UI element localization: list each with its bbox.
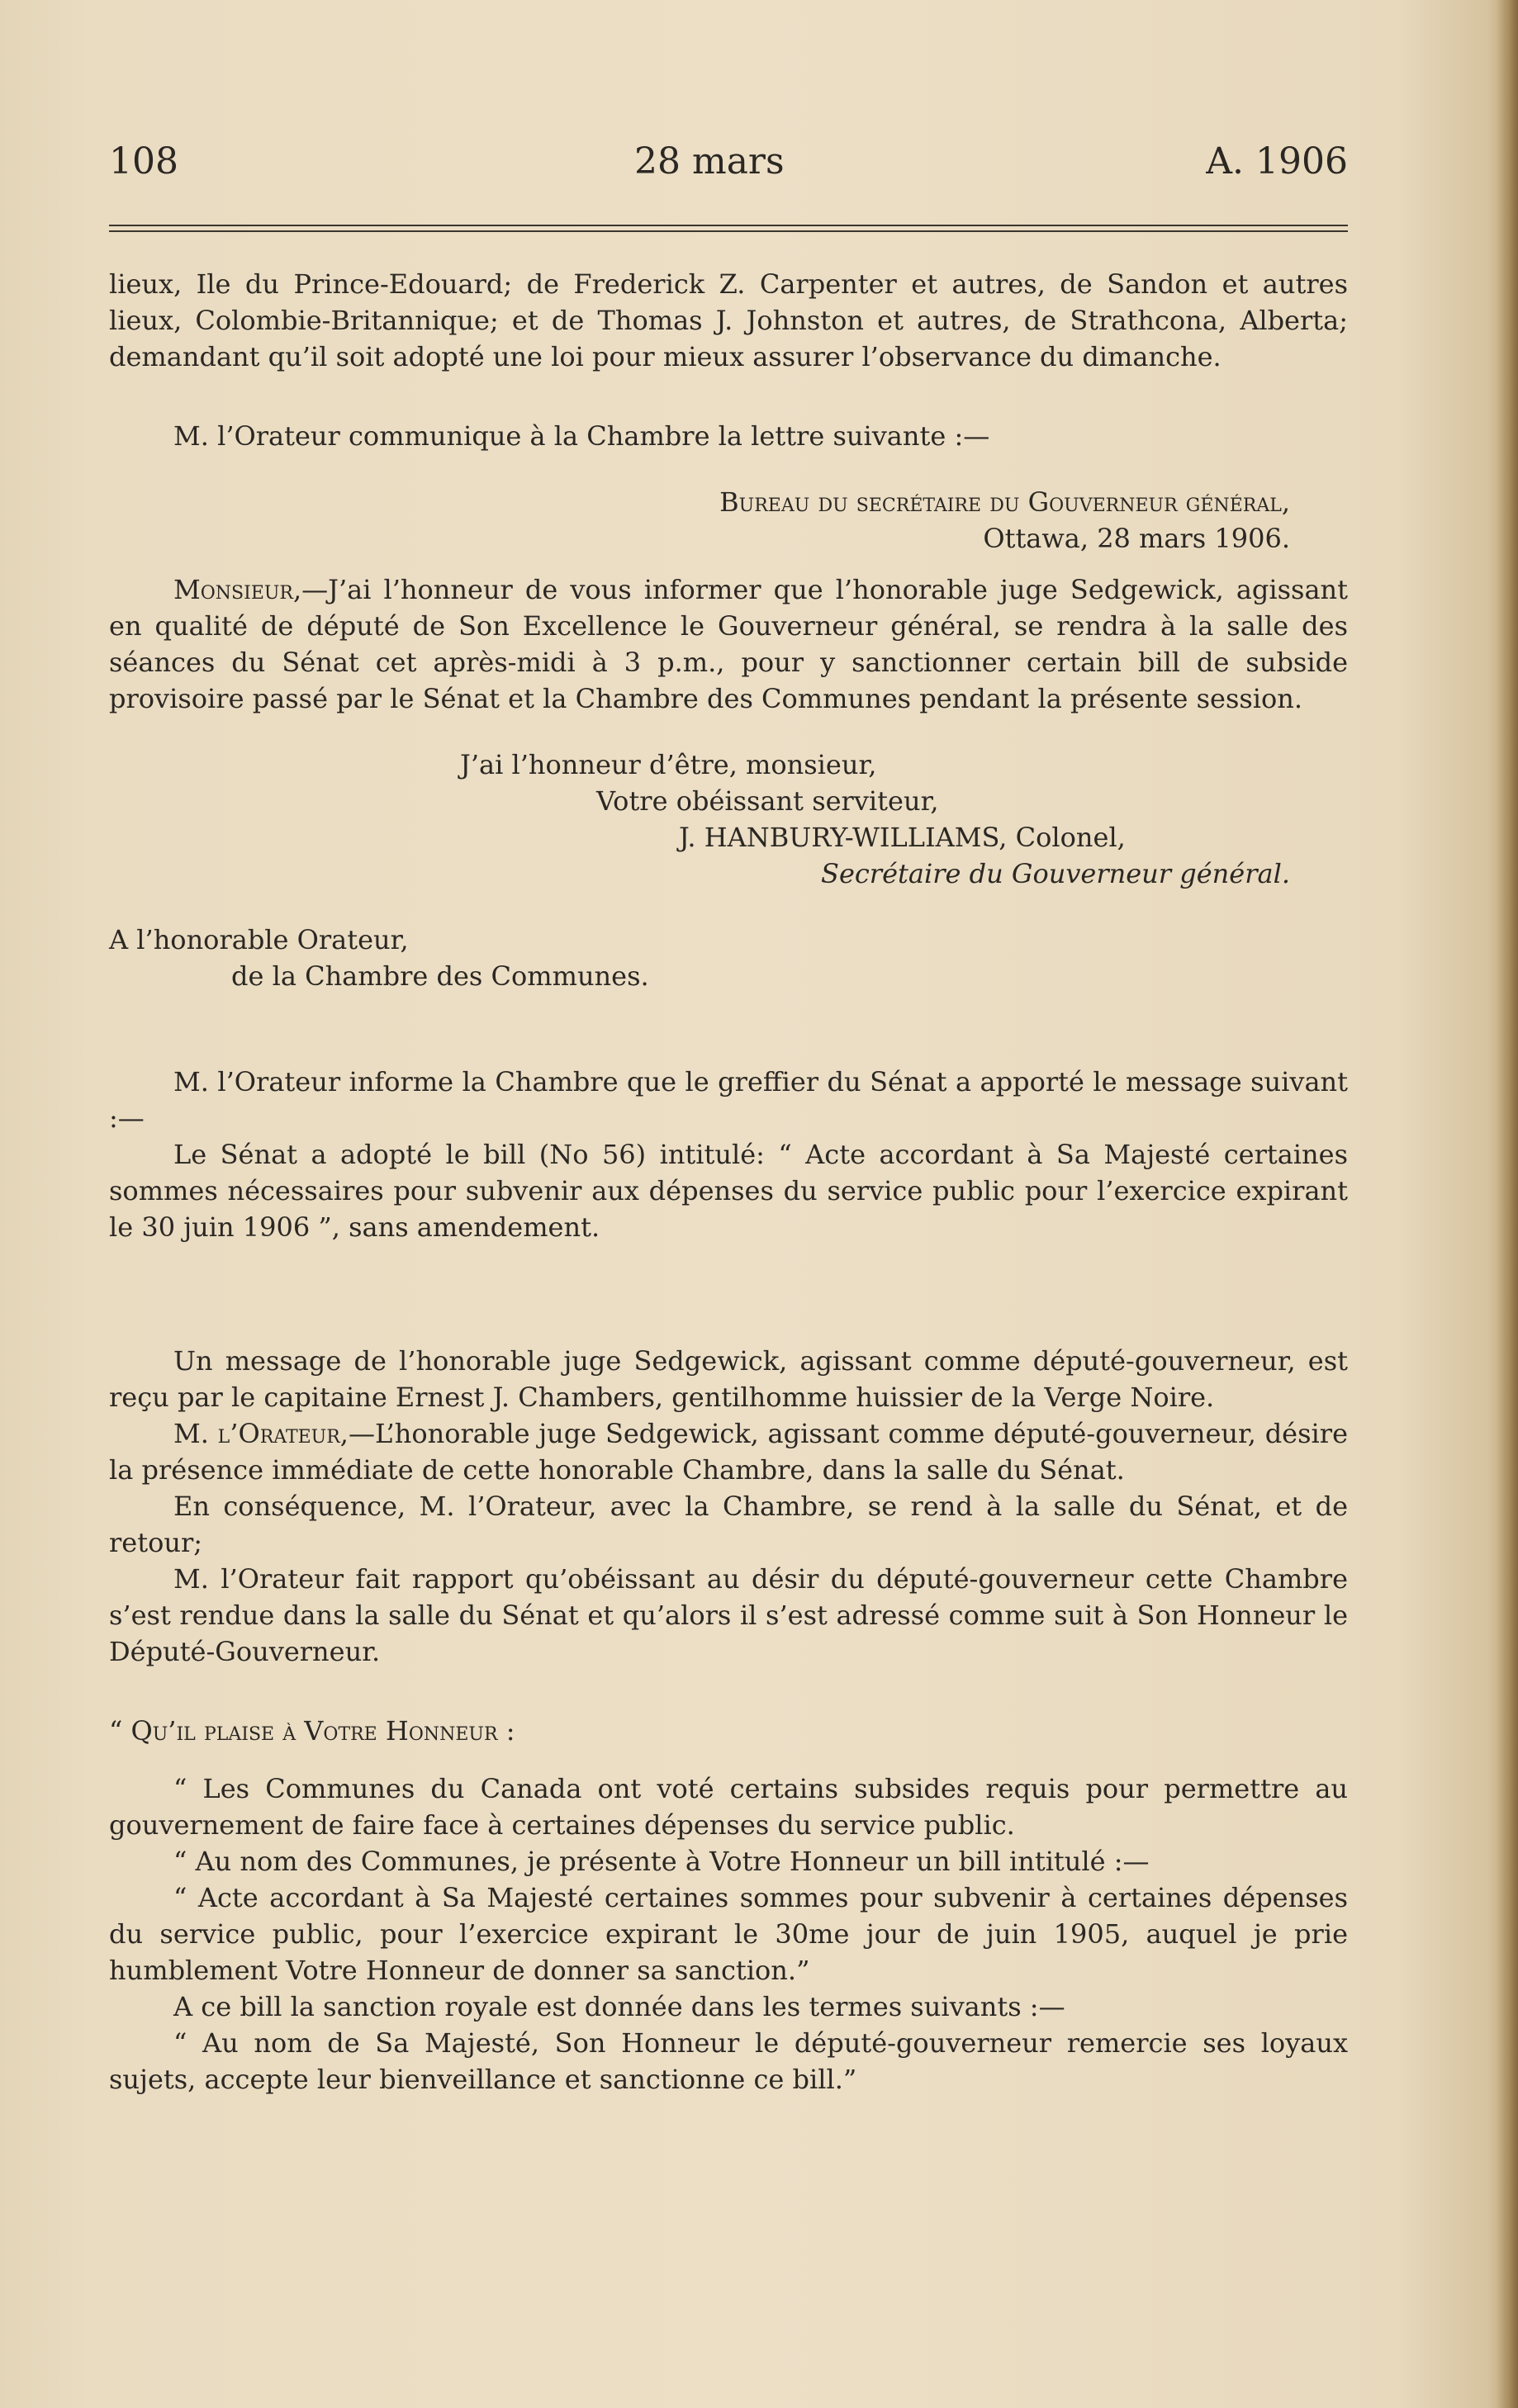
letter-signature-title: Secrétaire du Gouverneur général.	[821, 858, 1290, 889]
text-block	[109, 266, 1348, 2098]
address-heading: “ Qu’il plaise à Votre Honneur :	[109, 1715, 515, 1747]
paragraph-report: M. l’Orateur fait rapport qu’obéissant au désir du député-gouverneur cette Chambre s’est rendue dans la salle du Sénat et qu’alors il s’est adressé comme suit à Son Honneur le Député-Gouverneur.	[109, 1563, 1348, 1667]
letter-address-2: de la Chambre des Communes.	[231, 960, 649, 992]
quote-paragraph-1: “ Les Communes du Canada ont voté certains subsides requis pour permettre au gouvernement de faire face à certaines dépenses du service public.	[109, 1773, 1348, 1841]
letter-place-date: Ottawa, 28 mars 1906.	[983, 523, 1290, 554]
page-number: 108	[109, 140, 178, 182]
letter-salutation: Monsieur,	[173, 574, 302, 605]
quote-paragraph-3: “ Acte accordant à Sa Majesté certaines sommes pour subvenir à certaines dépenses du service public, pour l’exercice expirant le 30me jour de juin 1905, auquel je prie humblement Votre Honneur de donner sa sanction.”	[109, 1882, 1348, 1986]
header-rule	[109, 225, 1348, 236]
paragraph-assent-words: “ Au nom de Sa Majesté, Son Honneur le député-gouverneur remercie ses loyaux sujets, accepte leur bienveillance et sanctionne ce bill.”	[109, 2027, 1348, 2095]
letter-address-1: A l’honorable Orateur,	[109, 924, 409, 955]
header-date: 28 mars	[634, 140, 785, 182]
speaker-label: M. l’Orateur,	[173, 1418, 349, 1449]
paragraph-senate-message-intro: M. l’Orateur informe la Chambre que le greffier du Sénat a apporté le message suivant :—	[109, 1066, 1348, 1134]
letter-closing-2: Votre obéissant serviteur,	[596, 785, 939, 817]
paragraph-speaker-communicates: M. l’Orateur communique à la Chambre la lettre suivante :—	[173, 420, 990, 452]
header-year: A. 1906	[1206, 140, 1348, 182]
paragraph-assent-intro: A ce bill la sanction royale est donnée dans les termes suivants :—	[173, 1991, 1065, 2022]
paragraph-consequence: En conséquence, M. l’Orateur, avec la Chambre, se rend à la salle du Sénat, et de retour;	[109, 1491, 1348, 1558]
letter-body: Monsieur,—J’ai l’honneur de vous informer que l’honorable juge Sedgewick, agissant en qualité de député de Son Excellence le Gouverneur général, se rendra à la salle des séances du Sénat cet après-midi à 3 p.m., pour y sanctionner certain bill de subside provisoire passé par le Sénat et la Chambre des Communes pendant la présente session.	[109, 574, 1348, 714]
running-header	[109, 140, 1348, 190]
page-edge-shadow	[1497, 0, 1518, 2408]
paragraph-senate-message-body: Le Sénat a adopté le bill (No 56) intitulé: “ Acte accordant à Sa Majesté certaines sommes nécessaires pour subvenir aux dépenses du service public pour l’exercice expirant le 30 juin 1906 ”, sans amendement.	[109, 1139, 1348, 1243]
letter-signature: J. HANBURY-WILLIAMS, Colonel,	[679, 822, 1126, 853]
quote-paragraph-2: “ Au nom des Communes, je présente à Votre Honneur un bill intitulé :—	[173, 1846, 1150, 1877]
paragraph-continuation: lieux, Ile du Prince-Edouard; de Frederick Z. Carpenter et autres, de Sandon et autres lieux, Colombie-Britannique; et de Thomas J. Johnston et autres, de Strathcona, Alberta; demandant qu’il soit adopté une loi pour mieux assurer l’observance du dimanche.	[109, 268, 1348, 372]
letter-office: Bureau du secrétaire du Gouverneur général,	[719, 486, 1290, 518]
paragraph-message-received: Un message de l’honorable juge Sedgewick, agissant comme député-gouverneur, est reçu par le capitaine Ernest J. Chambers, gentilhomme huissier de la Verge Noire.	[109, 1345, 1348, 1413]
paragraph-speaker-statement: M. l’Orateur,—L’honorable juge Sedgewick, agissant comme député-gouverneur, désire la présence immédiate de cette honorable Chambre, dans la salle du Sénat.	[109, 1418, 1349, 1486]
letter-closing-1: J’ai l’honneur d’être, monsieur,	[460, 749, 877, 780]
